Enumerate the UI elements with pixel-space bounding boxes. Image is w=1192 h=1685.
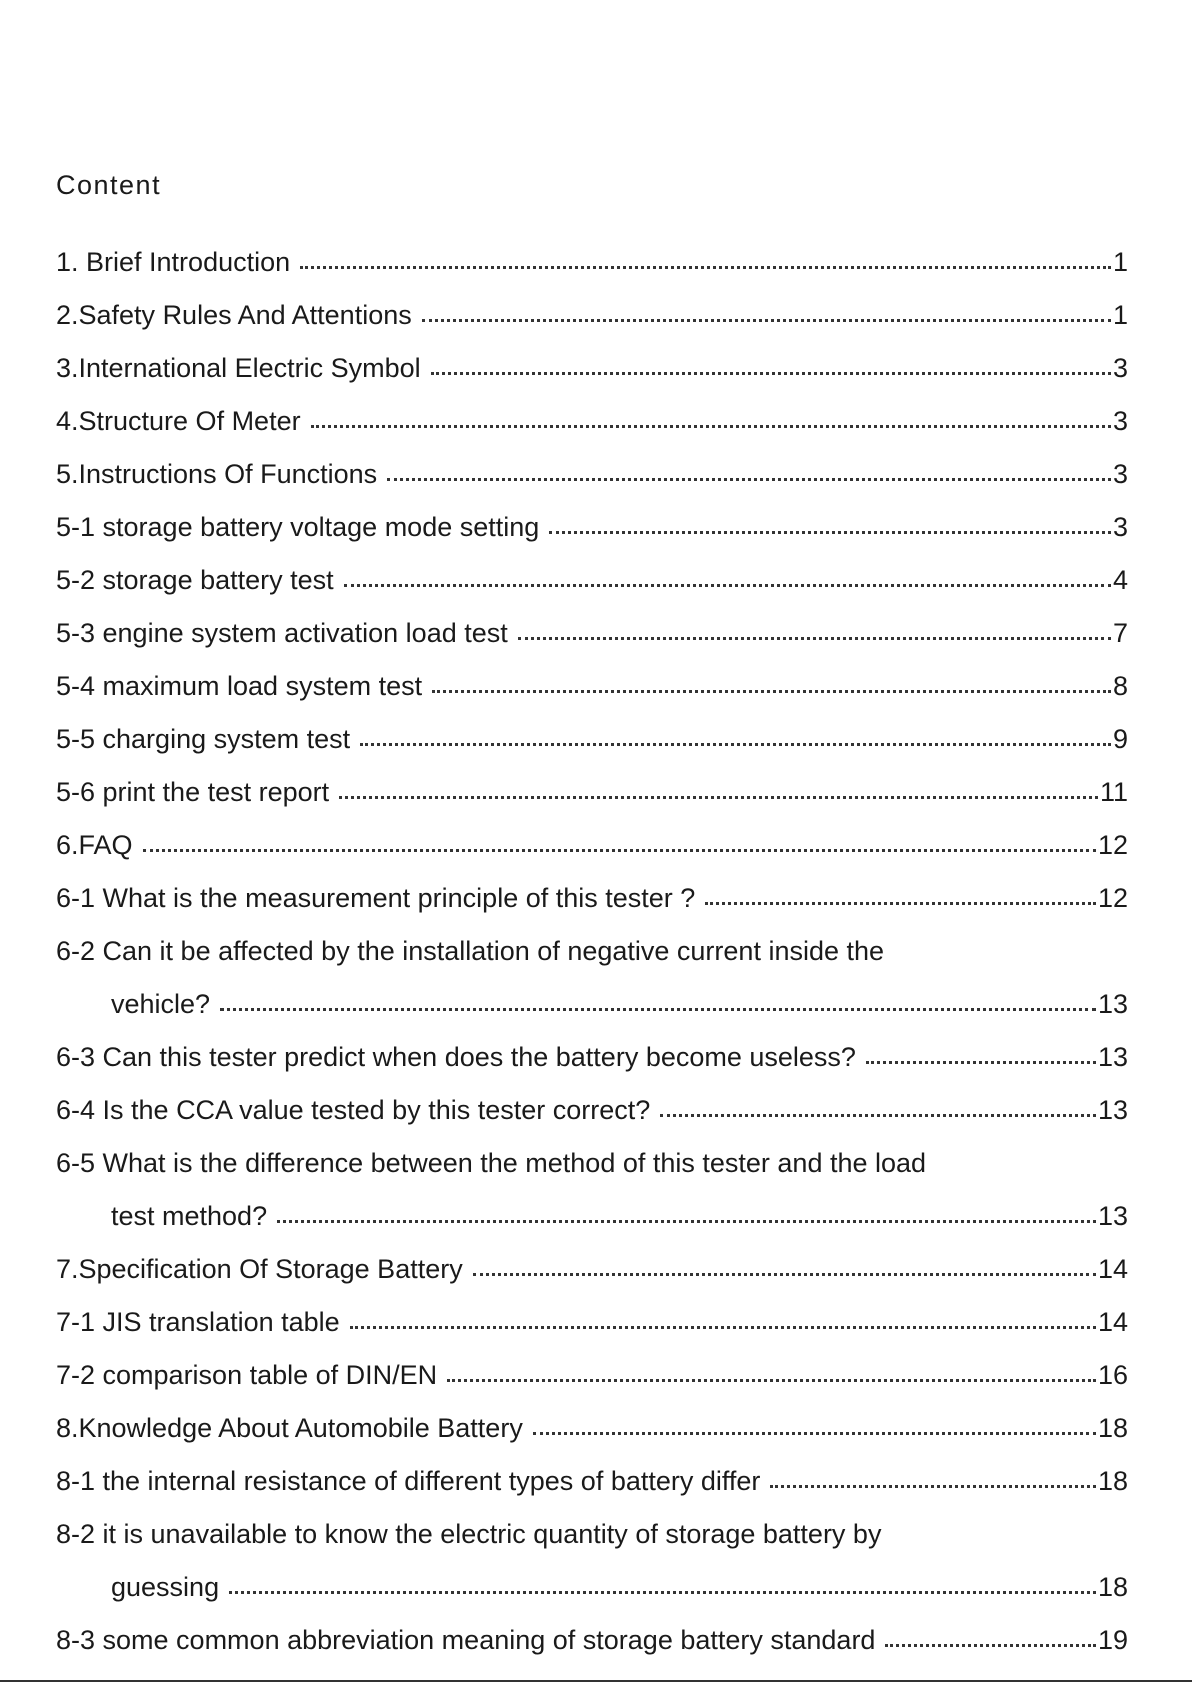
toc-entry (56, 1233, 1128, 1286)
toc-entry-text: 5-1 storage battery voltage mode setting (56, 512, 540, 542)
toc-entry-text: 6-3 Can this tester predict when does the battery become useless? (56, 1042, 856, 1072)
toc-entry (56, 756, 1128, 809)
toc-page-number: 18 (1097, 1572, 1128, 1602)
toc-page-number: 14 (1097, 1254, 1128, 1284)
toc-entry-text: 6-2 Can it be affected by the installation of negative current inside the (56, 936, 885, 966)
toc-page-number: 13 (1097, 1042, 1128, 1072)
toc-entry (56, 1074, 1128, 1127)
toc-entry-text: 6-5 What is the difference between the method of this tester and the load (56, 1148, 927, 1178)
dot-leader (866, 1061, 1096, 1064)
toc-page-number: 14 (1097, 1307, 1128, 1337)
dot-leader (360, 743, 1111, 746)
toc-entry-text: 7-2 comparison table of DIN/EN (56, 1360, 438, 1390)
dot-leader (220, 1008, 1096, 1011)
toc-entry-text: 5-6 print the test report (56, 777, 330, 807)
dot-leader (229, 1591, 1096, 1594)
toc-entry-text: 1. Brief Introduction (56, 247, 291, 277)
dot-leader (344, 584, 1111, 587)
toc-page-number: 3 (1112, 406, 1128, 436)
toc-entry (56, 332, 1128, 385)
toc-entry-text: 6.FAQ (56, 830, 133, 860)
toc-page-number: 13 (1097, 1201, 1128, 1231)
toc-entry (56, 1604, 1128, 1657)
toc-page-number: 18 (1097, 1413, 1128, 1443)
dot-leader (885, 1644, 1096, 1647)
toc-page-number: 1 (1112, 247, 1128, 277)
dot-leader (422, 319, 1111, 322)
toc-entry (56, 1339, 1128, 1392)
dot-leader (350, 1326, 1096, 1329)
toc-entry (56, 1127, 1128, 1180)
toc-entry-text: 7-1 JIS translation table (56, 1307, 340, 1337)
dot-leader (705, 902, 1096, 905)
toc-entry-text: 6-1 What is the measurement principle of this tester ? (56, 883, 696, 913)
dot-leader (431, 372, 1111, 375)
dot-leader (277, 1220, 1096, 1223)
toc-page-number: 3 (1112, 353, 1128, 383)
toc-page-number: 19 (1097, 1625, 1128, 1655)
dot-leader (300, 266, 1111, 269)
dot-leader (143, 849, 1096, 852)
dot-leader (518, 637, 1111, 640)
toc-page-number: 3 (1112, 459, 1128, 489)
toc-page-number: 13 (1097, 989, 1128, 1019)
toc-entry-text: 5-2 storage battery test (56, 565, 334, 595)
page-title: Content (56, 170, 162, 200)
dot-leader (770, 1485, 1096, 1488)
toc-entry (56, 597, 1128, 650)
toc-page-number: 12 (1097, 883, 1128, 913)
toc-entry (56, 809, 1128, 862)
toc-entry (56, 1286, 1128, 1339)
toc-page-number: 12 (1097, 830, 1128, 860)
toc-entry-text: 8.Knowledge About Automobile Battery (56, 1413, 523, 1443)
toc-page-number: 13 (1097, 1095, 1128, 1125)
toc-entry-continuation-text: test method? (111, 1201, 268, 1231)
dot-leader (387, 478, 1111, 481)
toc-page-number: 3 (1112, 512, 1128, 542)
toc-entry-text: 8-3 some common abbreviation meaning of storage battery standard (56, 1625, 876, 1655)
toc-page-number: 16 (1097, 1360, 1128, 1390)
toc-page-number: 8 (1112, 671, 1128, 701)
toc-entry (56, 1498, 1128, 1551)
toc-page-number: 7 (1112, 618, 1128, 648)
bottom-rule (0, 1680, 1192, 1682)
toc-entry-text: 5-3 engine system activation load test (56, 618, 508, 648)
dot-leader (473, 1273, 1096, 1276)
toc-entry (56, 703, 1128, 756)
dot-leader (339, 796, 1098, 799)
toc-entry-text: 8-2 it is unavailable to know the electric quantity of storage battery by (56, 1519, 882, 1549)
toc-entry (56, 1445, 1128, 1498)
dot-leader (311, 425, 1111, 428)
toc-entry-continuation (56, 1551, 1128, 1604)
toc-entry-continuation-text: guessing (111, 1572, 220, 1602)
dot-leader (432, 690, 1111, 693)
toc-entry-text: 3.International Electric Symbol (56, 353, 421, 383)
toc-entry-text: 2.Safety Rules And Attentions (56, 300, 412, 330)
toc-page-number: 18 (1097, 1466, 1128, 1496)
toc-entry-text: 8-1 the internal resistance of different types of battery differ (56, 1466, 761, 1496)
toc-entry (56, 544, 1128, 597)
toc-entry-text: 5-4 maximum load system test (56, 671, 423, 701)
toc-entry (56, 385, 1128, 438)
toc-entry (56, 915, 1128, 968)
toc-entry-continuation (56, 968, 1128, 1021)
toc-entry-text: 5-5 charging system test (56, 724, 351, 754)
toc-entry-text: 7.Specification Of Storage Battery (56, 1254, 463, 1284)
dot-leader (549, 531, 1111, 534)
table-of-contents (56, 226, 1128, 1657)
toc-entry-text: 5.Instructions Of Functions (56, 459, 378, 489)
toc-entry (56, 1392, 1128, 1445)
toc-entry-text: 6-4 Is the CCA value tested by this tester correct? (56, 1095, 651, 1125)
dot-leader (660, 1114, 1096, 1117)
toc-page-number: 11 (1099, 777, 1128, 807)
toc-entry (56, 650, 1128, 703)
toc-entry (56, 491, 1128, 544)
toc-entry-continuation-text: vehicle? (111, 989, 211, 1019)
toc-page-number: 4 (1112, 565, 1128, 595)
toc-entry-text: 4.Structure Of Meter (56, 406, 301, 436)
dot-leader (533, 1432, 1096, 1435)
toc-entry (56, 438, 1128, 491)
toc-page-number: 1 (1112, 300, 1128, 330)
toc-page-number: 9 (1112, 724, 1128, 754)
toc-entry (56, 1021, 1128, 1074)
toc-entry-continuation (56, 1180, 1128, 1233)
toc-entry (56, 226, 1128, 279)
toc-entry (56, 279, 1128, 332)
dot-leader (447, 1379, 1096, 1382)
toc-entry (56, 862, 1128, 915)
